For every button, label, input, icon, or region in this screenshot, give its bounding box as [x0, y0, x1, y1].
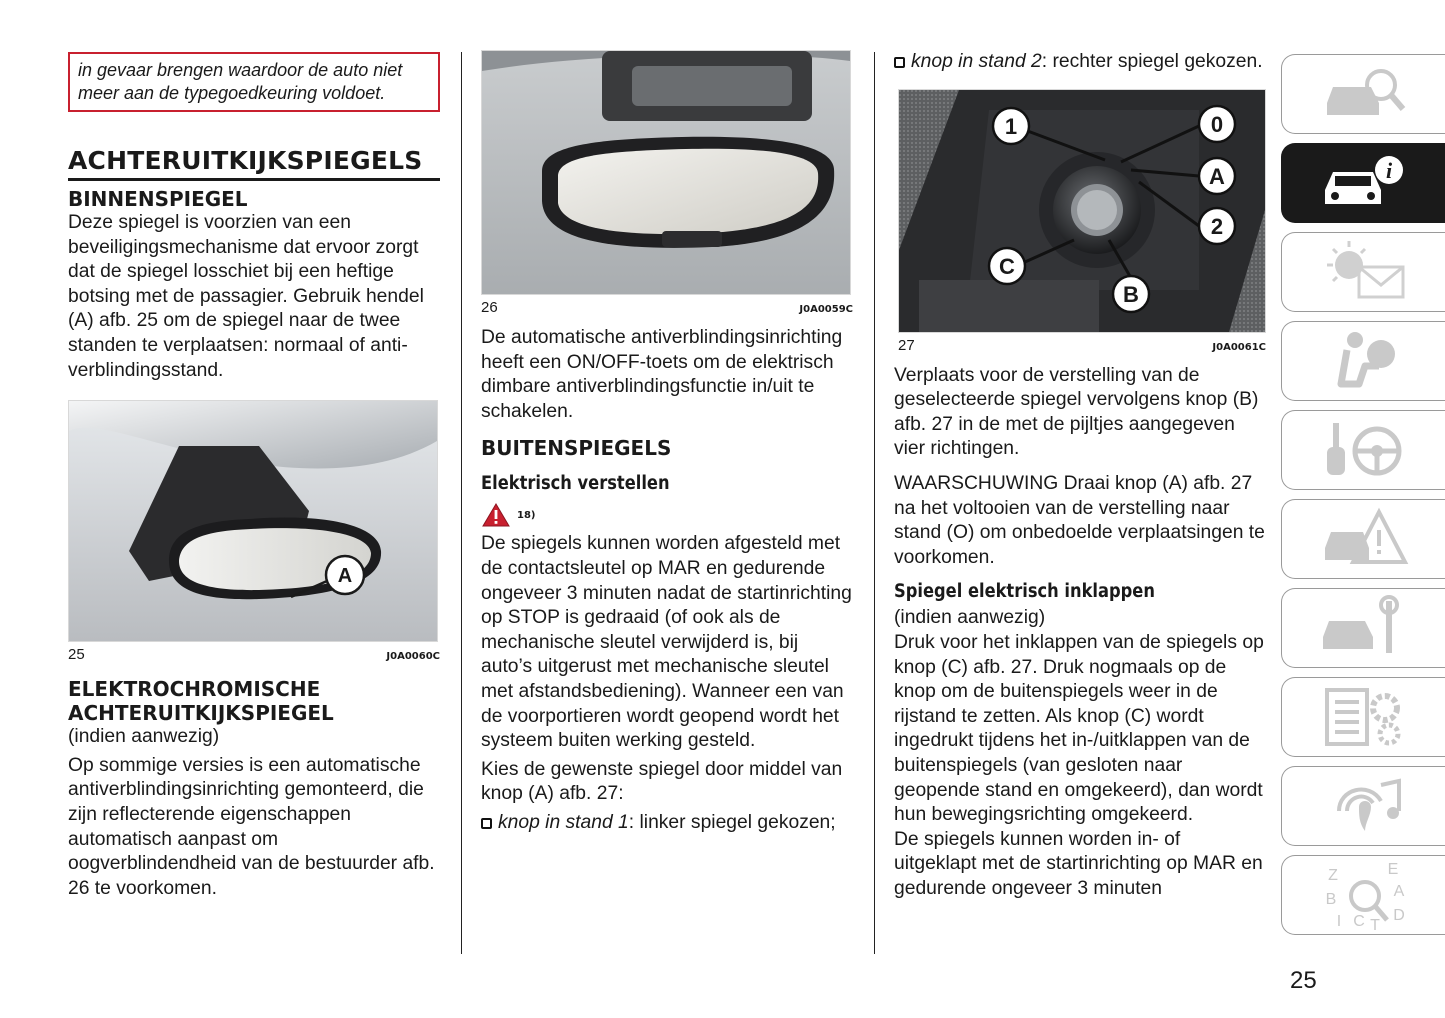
figure-number: 25 [68, 646, 85, 664]
svg-text:Z: Z [1327, 867, 1338, 884]
column-right [894, 50, 1266, 901]
tab-car-tools[interactable] [1281, 588, 1445, 668]
media-icon [1319, 771, 1409, 841]
figure-code: J0A0059C [799, 304, 853, 315]
inklappen-text: Druk voor het inklappen van de spiegels op knop (C) afb. 27. Druk nogmaals op de knop om de buitenspiegels weer in de rijstand te zetten. Als knop (C) wordt ingedrukt tijdens het in-/uitklappen van de buitenspiegels (van gesloten naar geopende stand en omgekeerd), dan wordt hun bewegingsrichting omgekeerd. [894, 631, 1264, 826]
figure-27-caption [898, 337, 1266, 354]
callout-label-b: B [1123, 281, 1139, 307]
figure-25-caption [68, 646, 440, 663]
airbag-seat-icon [1319, 326, 1409, 396]
figure-27-image [898, 89, 1266, 333]
car-info-icon [1319, 148, 1409, 218]
column-middle [481, 50, 853, 836]
subsection-title-buitenspiegels: BUITENSPIEGELS [481, 436, 672, 461]
inklappen-note: (indien aanwezig) [894, 607, 1046, 629]
waarschuwing-text: WAARSCHUWING Draai knop (A) afb. 27 na het voltooien van de verstelling naar stand (O) om onbedoelde verplaatsingen te voorkomen. [894, 472, 1265, 568]
callout-label-a: A [1209, 163, 1225, 189]
tab-airbag-seat[interactable] [1281, 321, 1445, 401]
column-left [68, 50, 440, 901]
lights-mail-icon [1319, 237, 1409, 307]
figure-code: J0A0061C [1212, 341, 1266, 353]
checkbox-bullet-icon [894, 57, 905, 68]
mirror-control-knob-illustration [899, 90, 1265, 332]
spiegel-kiezen-text: Kies de gewenste spiegel door middel van knop (A) afb. 27: [481, 758, 843, 805]
callout-label-0: 0 [1210, 111, 1224, 137]
verstelling-text: Verplaats voor de verstelling van de geselecteerde spiegel vervolgens knop (B) afb. 27 in de met de pijltjes aangegeven vier richtingen. [894, 364, 1259, 460]
minor-title-elektrisch-verstellen: Elektrisch verstellen [481, 473, 670, 495]
tab-index[interactable] [1281, 855, 1445, 935]
tab-car-warning[interactable] [1281, 499, 1445, 579]
checkbox-bullet-icon [481, 818, 492, 829]
callout-label-2: 2 [1210, 213, 1224, 239]
callout-label-1: 1 [1004, 113, 1018, 139]
car-warning-icon [1319, 504, 1409, 574]
elektrochromische-note: (indien aanwezig) [68, 726, 220, 748]
column-divider [461, 52, 462, 954]
warning-box: in gevaar brengen waardoor de auto niet meer aan de typegoedkeuring voldoet. [68, 52, 440, 112]
svg-text:B: B [1325, 891, 1336, 908]
warning-triangle-icon [481, 502, 511, 528]
svg-text:D: D [1392, 907, 1405, 924]
key-steering-icon [1319, 415, 1409, 485]
minor-title-inklappen: Spiegel elektrisch inklappen [894, 581, 1155, 603]
tab-lights-mail[interactable] [1281, 232, 1445, 312]
inklappen-text-2: De spiegels kunnen worden in- of uitgeklapt met de startinrichting op MAR en gedurende ongeveer 3 minuten [894, 828, 1263, 899]
svg-text:I: I [1336, 913, 1341, 930]
figure-26-caption [481, 299, 853, 316]
index-icon [1319, 860, 1409, 930]
bullet-stand-1: knop in stand 1: linker spiegel gekozen; [481, 811, 853, 836]
figure-code: J0A0060C [386, 651, 440, 663]
elektrisch-verstellen-text: De spiegels kunnen worden afgesteld met de contactsleutel op MAR en gedurende ongeveer 3 minuten nadat de startinrichting op STOP is gedraaid (of ook als de mechanische sleutel verwijderd is, bij auto’s uitgerust met mechanische sleutel met afstandsbediening). Wanneer een van de voorportieren wordt geopend wordt het systeem buiten werking gesteld. [481, 533, 852, 752]
figure-number: 26 [481, 299, 498, 316]
figure-26-image [481, 50, 851, 295]
subsection-title-binnenspiegel: BINNENSPIEGEL [68, 187, 248, 211]
tab-car-search[interactable] [1281, 54, 1445, 134]
car-search-icon [1319, 59, 1409, 129]
svg-text:E: E [1387, 861, 1398, 878]
settings-list-icon [1319, 682, 1409, 752]
elektrochromische-text: Op sommige versies is een automatische antiverblindingsinrichting gemonteerd, die zijn reflecterende eigenschappen automatisch aanpast om oogverblindendheid van de bestuurder afb. 26 te voorkomen. [68, 754, 435, 899]
column-divider [874, 52, 875, 954]
figure-25-image [68, 400, 438, 642]
tab-settings-list[interactable] [1281, 677, 1445, 757]
callout-label-c: C [999, 253, 1015, 279]
car-tools-icon [1319, 593, 1409, 663]
rearview-mirror-lever-illustration [69, 401, 437, 641]
callout-label-a: A [337, 565, 353, 588]
warning-ref-number: 18) [517, 509, 536, 521]
svg-text:A: A [1393, 883, 1404, 900]
tab-car-info[interactable] [1281, 143, 1445, 223]
svg-text:i: i [1385, 158, 1392, 183]
binnenspiegel-text: Deze spiegel is voorzien van een beveiligingsmechanisme dat ervoor zorgt dat de spiegel losschiet bij een heftige botsing met de passagier. Gebruik hendel (A) afb. 25 om de spiegel naar de twee standen te verplaatsen: normaal of anti-verblindingsstand. [68, 212, 424, 381]
svg-text:T: T [1369, 917, 1380, 930]
subsection-title-elektrochromische-1: ELEKTROCHROMISCHE [68, 677, 321, 702]
electrochromic-mirror-illustration [482, 51, 850, 294]
page-number: 25 [1290, 967, 1317, 994]
tab-key-steering[interactable] [1281, 410, 1445, 490]
warning-reference [481, 502, 853, 528]
chapter-tabs [1281, 54, 1445, 944]
tab-media[interactable] [1281, 766, 1445, 846]
section-title: ACHTERUITKIJKSPIEGELS [68, 146, 440, 181]
figure-number: 27 [898, 336, 915, 354]
subsection-title-elektrochromische-2: ACHTERUITKIJKSPIEGEL [68, 701, 334, 726]
svg-text:C: C [1352, 913, 1365, 930]
antiverblinding-text: De automatische antiverblindingsinrichting heeft een ON/OFF-toets om de elektrisch dimbare antiverblindingsfunctie in/uit te schakelen. [481, 327, 843, 422]
bullet-stand-2: knop in stand 2: rechter spiegel gekozen. [894, 50, 1266, 75]
